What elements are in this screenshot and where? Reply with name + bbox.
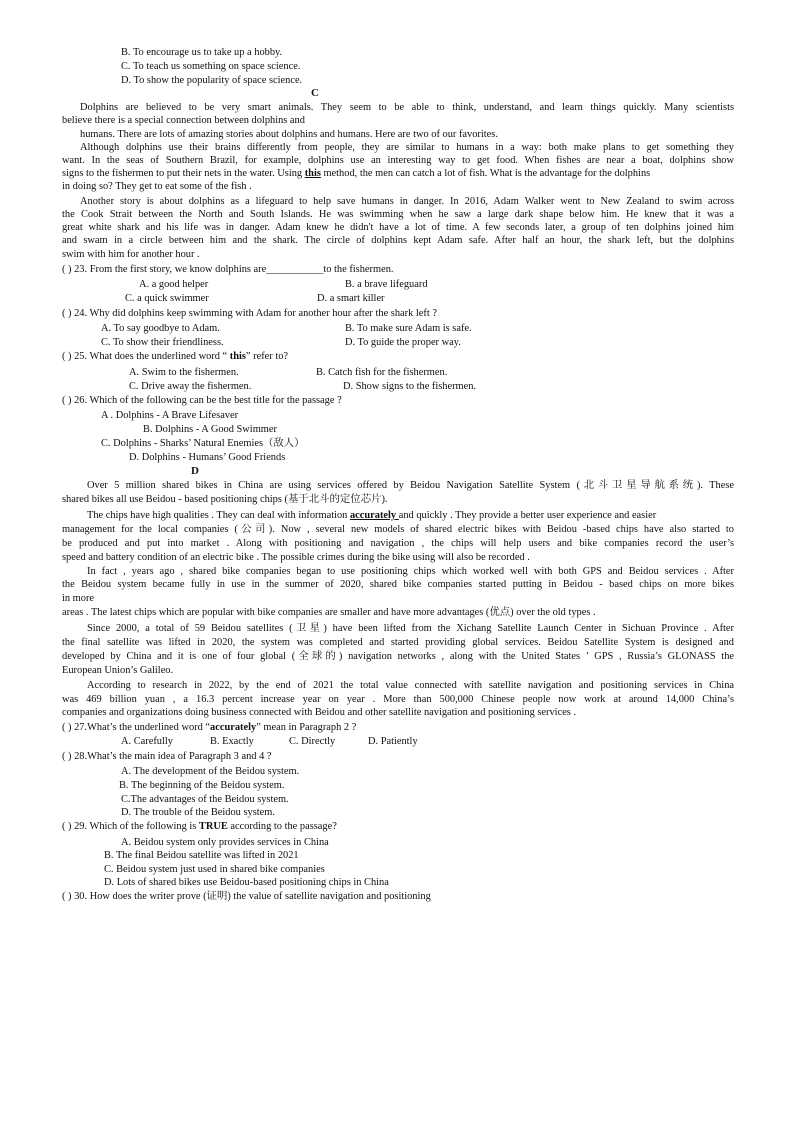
passage-d-line: companies and organizations doing business connected with Beidou and other satellite navigation and positioning services .	[62, 707, 577, 718]
question-26: ( ) 26. Which of the following can be the best title for the passage ?	[62, 395, 342, 406]
passage-d-text: The chips have high qualities . They can deal with information	[87, 510, 350, 521]
option-a: A. To say goodbye to Adam.	[101, 323, 220, 334]
option-a: A . Dolphins - A Brave Lifesaver	[101, 410, 239, 421]
passage-c-line: swim with him for another hour .	[62, 249, 200, 260]
question-23: ( ) 23. From the first story, we know dolphins are___________to the fishermen.	[62, 264, 394, 275]
question-text: ( ) 29. Which of the following is	[62, 821, 199, 832]
passage-d-line: the Beidou system became fully in use in the summer of 2020, shared bike companies started putting in Beidou - based chips on more bikes	[62, 579, 734, 590]
passage-d-text: and quickly . They provide a better user experience and easier	[398, 510, 657, 521]
passage-d-line: in more	[62, 593, 95, 604]
question-30: ( ) 30. How does the writer prove (证明) the value of satellite navigation and positioning	[62, 891, 431, 902]
option-d: D. The trouble of the Beidou system.	[121, 807, 275, 818]
prev-option-d: D. To show the popularity of space science.	[121, 75, 303, 86]
underlined-word-accurately: accurately	[349, 510, 399, 521]
option-a: A. Swim to the fishermen.	[129, 367, 239, 378]
question-28: ( ) 28.What’s the main idea of Paragraph 3 and 4 ?	[62, 751, 272, 762]
question-27	[62, 721, 356, 734]
passage-c-line: Although dolphins use their brains differently from people, they are similar to humans in a way: both make plans to get something they	[80, 142, 734, 153]
passage-c-line: Dolphins are believed to be very smart animals. They seem to be able to think, understand, and learn things quickly. Many scientists	[80, 102, 734, 113]
option-a: A. Beidou system only provides services in China	[121, 837, 329, 848]
option-b: B. The beginning of the Beidou system.	[119, 780, 285, 791]
passage-d-line: According to research in 2022, by the end of 2021 the total value connected with satellite navigation and positioning services in China	[87, 680, 734, 691]
option-d: D. Show signs to the fishermen.	[343, 381, 477, 392]
question-text: ( ) 27.What’s the underlined word “	[62, 722, 211, 733]
passage-c-line: humans. There are lots of amazing stories about dolphins and humans. Here are two of our favorites.	[80, 129, 498, 140]
question-text: according to the passage?	[227, 821, 337, 832]
question-24: ( ) 24. Why did dolphins keep swimming with Adam for another hour after the shark left ?	[62, 308, 437, 319]
option-d: D. Dolphins - Humans’ Good Friends	[129, 452, 286, 463]
passage-c-line	[62, 167, 650, 180]
question-keyword: TRUE	[198, 821, 228, 832]
passage-d-line: Since 2000, a total of 59 Beidou satellites (卫星) have been lifted from the Xichang Satellite Launch Center in Sichuan Province . After	[87, 623, 734, 634]
option-b: B. Exactly	[210, 736, 254, 747]
passage-c-line: Another story is about dolphins as a lifeguard to help save humans in danger. In 2016, Adam Walker went to New Zealand to swim across	[80, 196, 734, 207]
question-text: ” refer to?	[245, 351, 289, 362]
option-a: A. The development of the Beidou system.	[121, 766, 300, 777]
option-b: B. To make sure Adam is safe.	[345, 323, 472, 334]
prev-option-c: C. To teach us something on space science.	[121, 61, 301, 72]
passage-d-line: shared bikes all use Beidou - based positioning chips (基于北斗的定位芯片).	[62, 494, 388, 505]
passage-d-line: areas . The latest chips which are popular with bike companies are smaller and have more advantages (优点) over the old types .	[62, 607, 596, 618]
underlined-word-this: this	[304, 168, 321, 179]
passage-d-line: be produced and put into market . Along with positioning and navigation , the chips will help users and bike companies record the user’s	[62, 538, 734, 549]
question-29	[62, 820, 337, 833]
passage-c-line: and swam in a circle between him and the shark. The circle of dolphins kept Adam safe. After half an hour, the shark left, but the dolphins	[62, 235, 734, 246]
question-text: ” mean in Paragraph 2 ?	[256, 722, 357, 733]
passage-d-line	[87, 509, 656, 522]
option-c: C. Drive away the fishermen.	[129, 381, 252, 392]
passage-d-line: developed by China and it is one of four global (全球的) navigation networks , along with the United States ’ GPS , Russia’s GLONASS the	[62, 651, 734, 662]
option-b: B. The final Beidou satellite was lifted in 2021	[104, 850, 299, 861]
option-b: B. Catch fish for the fishermen.	[316, 367, 448, 378]
option-d: D. To guide the proper way.	[345, 337, 461, 348]
option-c: C. To show their friendliness.	[101, 337, 224, 348]
question-keyword: accurately	[210, 722, 257, 733]
option-a: A. a good helper	[139, 279, 209, 290]
passage-c-line: believe there is a special connection between dolphins and	[62, 115, 305, 126]
option-c: C.The advantages of the Beidou system.	[121, 794, 289, 805]
section-d-heading: D	[191, 465, 199, 477]
option-b: B. Dolphins - A Good Swimmer	[143, 424, 277, 435]
option-c: C. Beidou system just used in shared bike companies	[104, 864, 325, 875]
passage-d-line: In fact , years ago , shared bike companies began to use positioning chips which worked well with both GPS and Beidou services . After	[87, 566, 734, 577]
passage-c-line: great white shark and his life was in danger. Adam knew he didn't have a lot of time. A few seconds later, a group of ten dolphins joined him	[62, 222, 734, 233]
passage-d-line: the final satellite was lifted in 2020, the system was completed and started providing global services. Beidou Satellite System is designed and	[62, 637, 734, 648]
passage-d-line: was 469 billion yuan , a 16.3 percent increase year on year . More than 500,000 Chinese people now work at around 14,000 China’s	[62, 694, 734, 705]
passage-d-line: Over 5 million shared bikes in China are using services offered by Beidou Navigation Satellite System (北斗卫星导航系统). These	[87, 480, 734, 491]
passage-c-text: method, the men can catch a lot of fish. What is the advantage for the dolphins	[320, 168, 651, 179]
passage-c-line: the Cook Strait between the North and South Islands. He was swimming when he saw a large dark shape below him. He knew that it was a	[62, 209, 734, 220]
passage-d-line: European Union’s Galileo.	[62, 665, 174, 676]
passage-c-text: signs to the fishermen to put their nets in the water. Using	[62, 168, 305, 179]
section-c-heading: C	[311, 87, 319, 99]
passage-c-line: in doing so? They get to eat some of the fish .	[62, 181, 252, 192]
option-c: C. Directly	[289, 736, 336, 747]
option-d: D. Patiently	[368, 736, 418, 747]
option-a: A. Carefully	[121, 736, 173, 747]
question-keyword: this	[229, 351, 246, 362]
option-c: C. Dolphins - Sharks’ Natural Enemies（敌人）	[101, 438, 305, 449]
option-b: B. a brave lifeguard	[345, 279, 428, 290]
option-d: D. Lots of shared bikes use Beidou-based positioning chips in China	[104, 877, 389, 888]
option-d: D. a smart killer	[317, 293, 385, 304]
question-text: ( ) 25. What does the underlined word “	[62, 351, 230, 362]
question-25	[62, 350, 288, 363]
passage-d-line: speed and battery condition of an electric bike . The possible crimes during the bike using will also be recorded .	[62, 552, 530, 563]
passage-d-line: management for the local companies (公司). Now , several new models of shared electric bikes with Beidou -based chips have also started to	[62, 524, 734, 535]
passage-c-line: want. In the seas of Southern Brazil, for example, dolphins use an interesting way to get food. When fishes are near a boat, dolphins show	[62, 155, 734, 166]
prev-option-b: B. To encourage us to take up a hobby.	[121, 47, 283, 58]
option-c: C. a quick swimmer	[125, 293, 209, 304]
